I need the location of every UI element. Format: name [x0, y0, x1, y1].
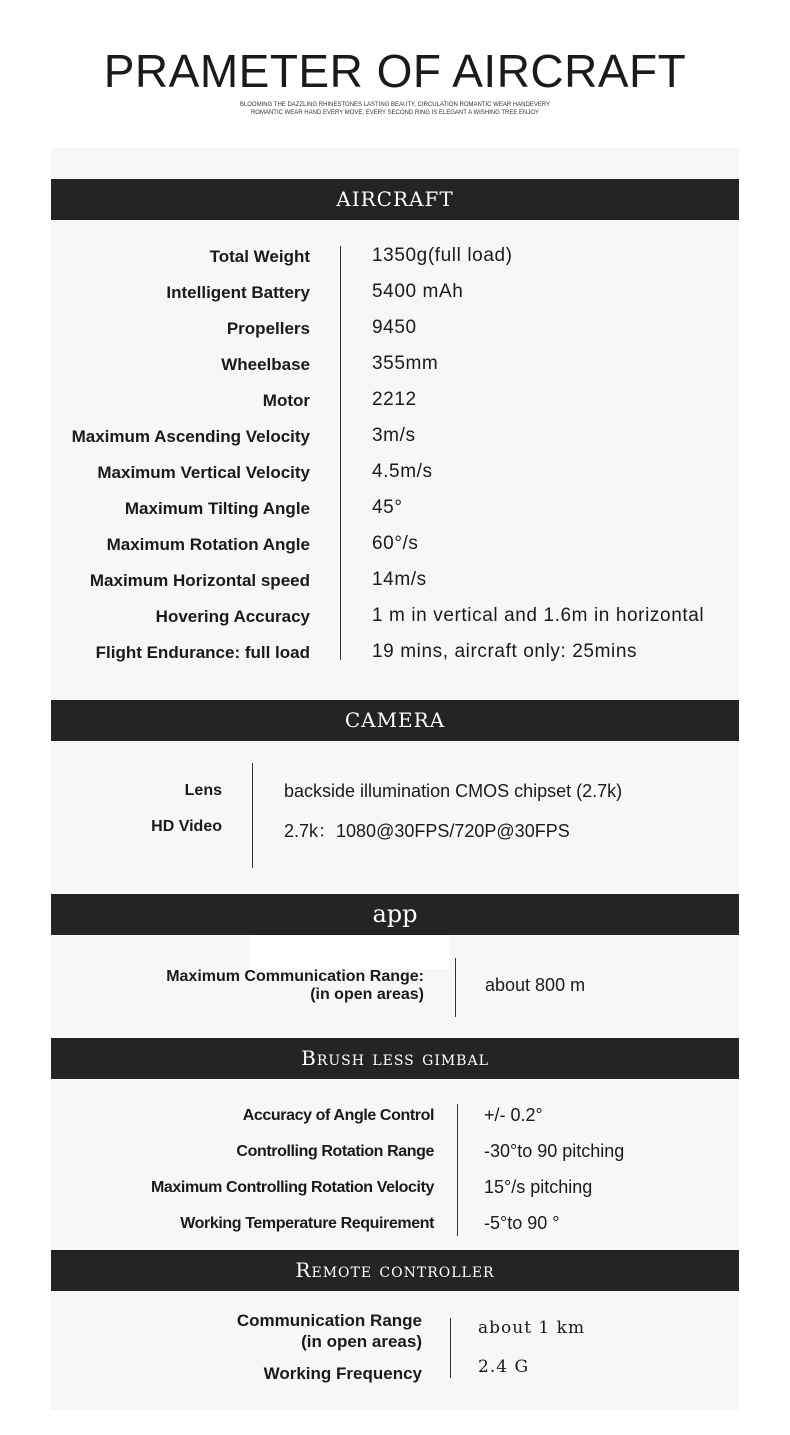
spec-label: Maximum Vertical Velocity [97, 463, 310, 482]
page-title: PRAMETER OF AIRCRAFT [103, 45, 687, 97]
spec-label-line: Communication Range [236, 1311, 422, 1330]
spec-value: 3m/s [372, 425, 416, 446]
spec-label: Maximum Controlling Rotation Velocity [151, 1179, 434, 1196]
spec-label: Flight Endurance: full load [95, 643, 310, 662]
spec-label: Intelligent Battery [166, 283, 310, 302]
spec-value: 4.5m/s [372, 461, 433, 482]
spec-value: 5400 mAh [372, 281, 464, 302]
column-divider [455, 958, 456, 1017]
spec-label: Maximum Horizontal speed [89, 571, 310, 590]
page-subtitle [0, 101, 790, 117]
column-divider [252, 763, 253, 868]
spec-label-line: (in open areas) [301, 1332, 422, 1351]
spec-label: Maximum Tilting Angle [124, 499, 310, 518]
column-divider [450, 1318, 451, 1378]
spec-value: 9450 [372, 317, 417, 338]
spec-value: 45° [372, 497, 403, 518]
spec-label: Propellers [226, 319, 310, 338]
spec-label: Working Temperature Requirement [180, 1215, 434, 1232]
subtitle-line: ROMANTIC WEAR HAND EVERY MOVE, EVERY SECOND RING IS ELEGANT A WISHING TREE ENJOY [250, 110, 540, 116]
highlight-patch [250, 935, 449, 969]
spec-value: +/- 0.2° [484, 1105, 543, 1125]
spec-value: 60°/s [372, 533, 419, 554]
spec-value: 1 m in vertical and 1.6m in horizontal [372, 605, 705, 626]
spec-label: Accuracy of Angle Control [242, 1107, 434, 1124]
spec-label: Working Frequency [263, 1364, 422, 1383]
spec-value: 19 mins, aircraft only: 25mins [372, 641, 638, 662]
spec-value: 2.4 G [478, 1357, 530, 1377]
spec-label-line: Maximum Communication Range: [166, 968, 424, 985]
spec-label-line: (in open areas) [310, 986, 424, 1003]
spec-label: Lens [184, 782, 222, 799]
spec-label: Wheelbase [221, 355, 310, 374]
spec-value: -30°to 90 pitching [484, 1141, 625, 1161]
section-header-remote-controller: Remote controller [51, 1250, 739, 1291]
spec-label: HD Video [151, 818, 222, 835]
column-divider [340, 246, 341, 660]
spec-value: backside illumination CMOS chipset (2.7k) [284, 781, 623, 801]
subtitle-line: BLOOMING THE DAZZLING RHINESTONES LASTING BEAUTY, CIRCULATION ROMANTIC WEAR HANDEVERY [239, 102, 551, 108]
spec-label: Maximum Rotation Angle [106, 535, 310, 554]
spec-value: 355mm [372, 353, 439, 374]
spec-value: -5°to 90 ° [484, 1213, 560, 1233]
spec-label: Maximum Ascending Velocity [71, 427, 310, 446]
spec-value: 2.7k：1080@30FPS/720P@30FPS [284, 821, 570, 841]
spec-label: Total Weight [209, 247, 310, 266]
spec-value: 2212 [372, 389, 417, 410]
spec-value: 15°/s pitching [484, 1177, 593, 1197]
spec-value: 1350g(full load) [372, 245, 513, 266]
section-header-app: app [51, 894, 739, 935]
spec-value: about 800 m [485, 975, 586, 995]
spec-label: Motor [262, 391, 310, 410]
spec-value: 14m/s [372, 569, 427, 590]
spec-label: Hovering Accuracy [155, 607, 310, 626]
spec-label-app [166, 968, 424, 1004]
section-header-gimbal: Brush less gimbal [51, 1038, 739, 1079]
section-header-aircraft: AIRCRAFT [51, 179, 739, 220]
spec-label: Controlling Rotation Range [236, 1143, 434, 1160]
column-divider [457, 1104, 458, 1236]
section-header-camera: CAMERA [51, 700, 739, 741]
spec-value: about 1 km [478, 1318, 586, 1338]
spec-label-remote-range [237, 1310, 422, 1352]
